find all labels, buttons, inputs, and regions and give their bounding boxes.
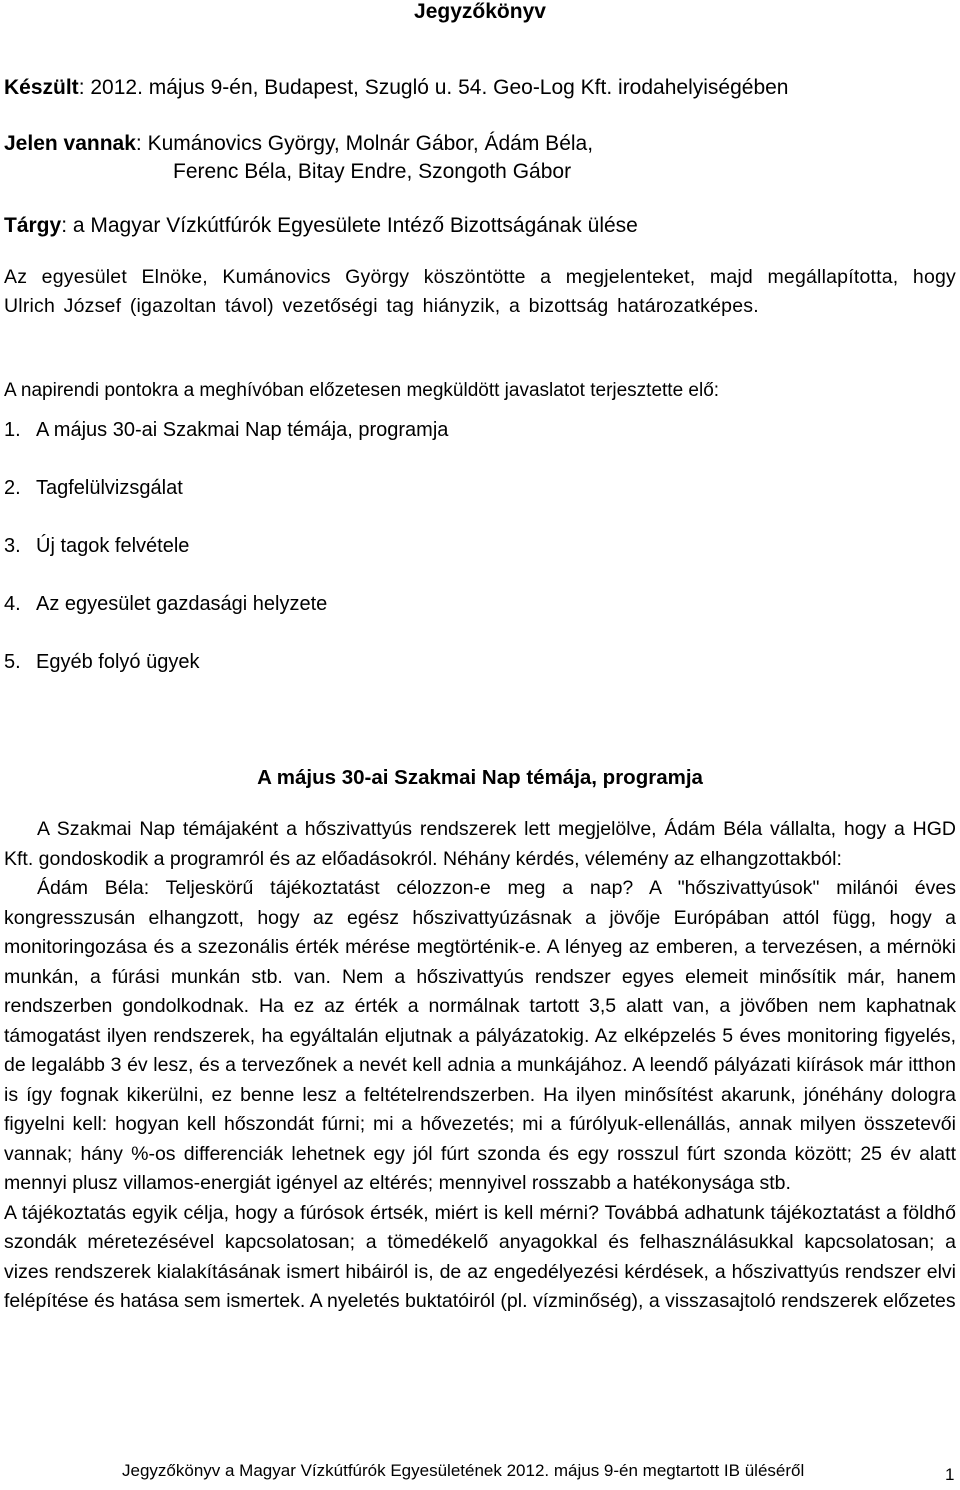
agenda-item-number: 2.: [4, 477, 21, 499]
agenda-list: [4, 416, 448, 706]
targy-line: [4, 213, 638, 239]
paragraph-2: Ádám Béla: Teljeskörű tájékoztatást célozzon-e meg a nap? A "hőszivattyúsok" milánói éves kongresszusán elhangzott, hogy az egész hőszivattyúzásnak a jövője Európában attól függ, hogy a monitoringozása és a szezonális érték mérése megtörténik-e. A lényeg az emberen, a tervezésen, a mérnöki munkán, a fúrási munkán stb. van. Nem a hőszivattyús rendszer egyes elemeit minősítik már, hanem rendszerben gondolkodnak. Ha ez az érték a normálnak tartott 3,5 alatt van, a jövőben nem kaphatnak támogatást ilyen rendszerek, ha egyáltalán eljutnak a pályázatokig. Az elképzelés 5 éves monitoring figyelés, de legalább 3 év lesz, és a tervezőnek a nevét kell adnia a munkájához. A leendő pályázati kiírások már itthon is így fognak kikerülni, ez benne lesz a feltételrendszerben. Ha ilyen minősítést akarunk, jónéhány dologra figyelni kell: hogyan kell hőszondát fúrni; mi a hővezetés; mi a fúrólyuk-ellenállás, annak milyen összetevői vannak; hány %-os differenciák lehetnek egy jól fúrt szonda és egy rosszul fúrt szonda között; 25 év alatt mennyi plusz villamos-energiát igényel az eltérés; mennyivel rosszabb a hatékonysága stb.: [4, 877, 956, 1194]
agenda-item-text: Az egyesület gazdasági helyzete: [36, 593, 328, 615]
agenda-item-number: 3.: [4, 535, 21, 557]
agenda-item-text: Új tagok felvétele: [36, 535, 190, 557]
agenda-item: [4, 532, 448, 561]
jelen-label: Jelen vannak: [4, 132, 136, 155]
paragraph-3: A tájékoztatás egyik célja, hogy a fúrósok értsék, miért is kell mérni? Továbbá adhatunk tájékoztatást a földhő szondák méretezésével kapcsolatosan; a tömedékelő anyagokkal és felhasználásukkal kapcsolatosan; a vizes rendszerek kialakításának ismert hibáiról is, de az engedélyezési kérdések, a hőszivattyús rendszer elvi felépítése és hatása sem ismertek. A nyeletés buktatóiról (pl. vízminőség), a visszasajtoló rendszerek előzetes: [4, 1201, 956, 1312]
agenda-item-text: A május 30-ai Szakmai Nap témája, programja: [36, 419, 449, 441]
jelen-line: [4, 131, 593, 157]
page-number: 1: [945, 1465, 955, 1484]
agenda-item-number: 1.: [4, 419, 21, 441]
jelen-line-2: Ferenc Béla, Bitay Endre, Szongoth Gábor: [173, 160, 572, 183]
agenda-item: [4, 474, 448, 503]
keszult-text: : 2012. május 9-én, Budapest, Szugló u. 54. Geo-Log Kft. irodahelyiségében: [78, 76, 789, 99]
agenda-item-number: 5.: [4, 651, 21, 673]
targy-label: Tárgy: [4, 214, 62, 237]
jelen-text-1: : Kumánovics György, Molnár Gábor, Ádám Béla,: [135, 132, 594, 155]
footer-text: Jegyzőkönyv a Magyar Vízkútfúrók Egyesületének 2012. május 9-én megtartott IB üléséről: [122, 1461, 805, 1480]
section-heading: A május 30-ai Szakmai Nap témája, programja: [257, 766, 703, 789]
agenda-item: [4, 416, 448, 445]
keszult-line: [4, 75, 788, 101]
document-title: Jegyzőkönyv: [414, 0, 546, 23]
intro-paragraph: Az egyesület Elnöke, Kumánovics György köszöntötte a megjelenteket, majd megállapította, hogy Ulrich József (igazoltan távol) vezetőségi tag hiányzik, a bizottság határozatképes.: [4, 266, 956, 317]
agenda-item-number: 4.: [4, 593, 21, 615]
section-body: [4, 815, 956, 1317]
keszult-label: Készült: [4, 76, 79, 99]
agenda-item-text: Egyéb folyó ügyek: [36, 651, 200, 673]
agenda-item: [4, 648, 448, 677]
targy-text: : a Magyar Vízkútfúrók Egyesülete Intéző Bizottságának ülése: [61, 214, 638, 237]
paragraph-1: A Szakmai Nap témájaként a hőszivattyús rendszerek lett megjelölve, Ádám Béla vállalta, hogy a HGD Kft. gondoskodik a programról és az előadásokról. Néhány kérdés, vélemény az elhangzottakból:: [4, 818, 956, 870]
agenda-item-text: Tagfelülvizsgálat: [36, 477, 183, 499]
napirend-text: A napirendi pontokra a meghívóban előzetesen megküldött javaslatot terjesztette elő:: [4, 380, 720, 401]
agenda-item: [4, 590, 448, 619]
